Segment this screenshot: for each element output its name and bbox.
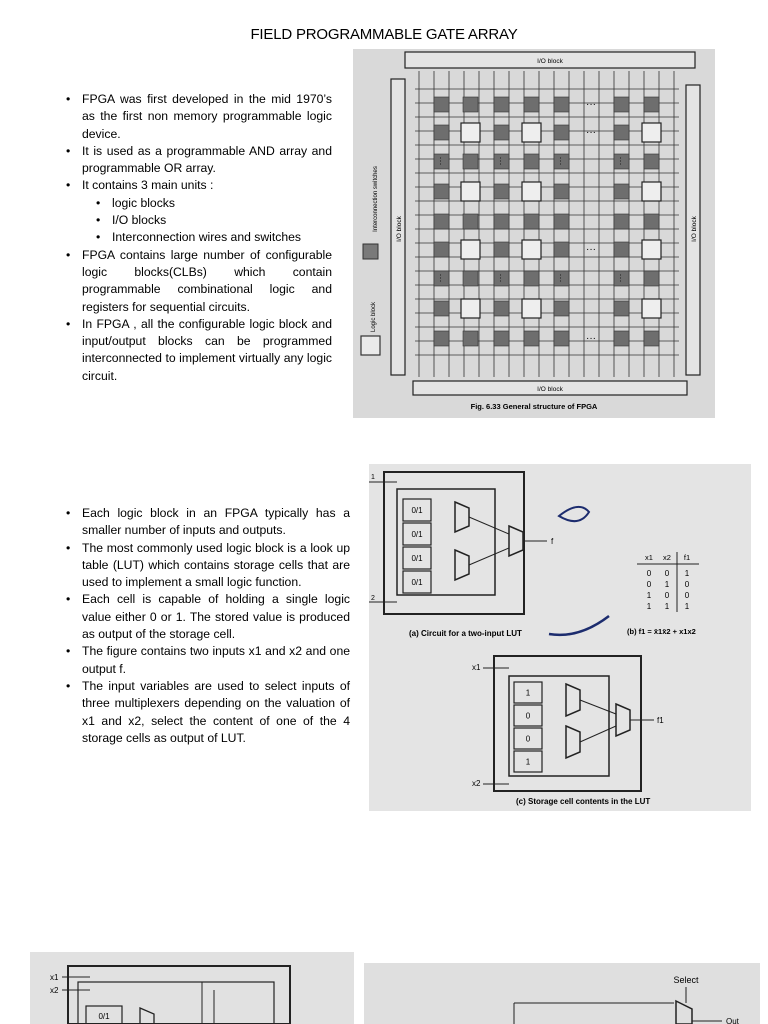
interconnection-switch — [494, 242, 509, 257]
legend-logic-label: Logic block — [371, 301, 377, 333]
storage-cell-value: 1 — [525, 688, 531, 698]
truth-table-cell: 0 — [646, 569, 652, 578]
list-item: • Each cell is capable of holding a single logic value either 0 or 1. The stored value is produced as output of the storage cell. — [64, 591, 350, 643]
interconnection-switch — [644, 97, 659, 112]
interconnection-switch — [524, 97, 539, 112]
logic-block — [461, 182, 480, 201]
fig1-caption: Fig. 6.33 General structure of FPGA — [470, 402, 598, 411]
storage-cell-value: 0 — [525, 734, 531, 744]
lut-description-list — [64, 505, 350, 747]
sub-list-item: • logic blocks — [94, 195, 332, 212]
io-block-right-label: I/O block — [691, 216, 698, 242]
storage-cell-value: 0 — [525, 711, 531, 721]
x1-label: x1 — [50, 973, 59, 982]
interconnection-switch — [554, 125, 569, 140]
ellipsis-vertical: ··· — [556, 273, 566, 283]
interconnection-switch — [614, 242, 629, 257]
list-item: • Each logic block in an FPGA typically has a smaller number of inputs and outputs. — [64, 505, 350, 540]
logic-block — [642, 299, 661, 318]
interconnection-switch — [494, 301, 509, 316]
fpga-structure-figure — [353, 49, 715, 418]
truth-table-header: f1 — [683, 553, 691, 562]
units-sublist — [82, 195, 332, 247]
x2-label: x2 — [472, 779, 481, 788]
interconnection-switch — [494, 125, 509, 140]
ellipsis-vertical: ··· — [616, 273, 626, 283]
logic-block — [642, 182, 661, 201]
interconnection-switch — [554, 214, 569, 229]
fpga-structure-diagram — [353, 49, 715, 418]
interconnection-switch — [554, 184, 569, 199]
truth-table-cell: 0 — [664, 569, 670, 578]
storage-cell-value: 1 — [525, 757, 531, 767]
logic-block — [461, 123, 480, 142]
list-item: • FPGA was first developed in the mid 1970’s as the first non memory programmable logic device. — [64, 91, 332, 143]
interconnection-switch — [614, 97, 629, 112]
logic-block — [522, 299, 541, 318]
caption-c: (c) Storage cell contents in the LUT — [516, 797, 651, 806]
list-item-text: It contains 3 main units : — [82, 178, 214, 193]
interconnection-switch — [463, 271, 478, 286]
interconnection-switch — [554, 242, 569, 257]
interconnection-switch — [644, 271, 659, 286]
interconnection-switch — [524, 154, 539, 169]
interconnection-switch — [434, 301, 449, 316]
logic-block — [461, 299, 480, 318]
interconnection-switch — [494, 331, 509, 346]
interconnection-switch — [463, 214, 478, 229]
io-block-left-label: I/O block — [396, 216, 403, 242]
interconnection-switch — [524, 214, 539, 229]
ellipsis-vertical: ··· — [556, 156, 566, 166]
interconnection-switch — [463, 154, 478, 169]
x2-label: x2 — [50, 986, 59, 995]
truth-table-cell: 1 — [664, 602, 670, 611]
list-item: • FPGA contains large number of configurable logic blocks(CLBs) which contain programmable combinational logic and registers for sequential circuits. — [64, 247, 332, 316]
ellipsis-vertical: ··· — [436, 156, 446, 166]
ellipsis-vertical: ··· — [436, 273, 446, 283]
interconnection-switch — [614, 214, 629, 229]
interconnection-switch — [494, 97, 509, 112]
logic-block — [642, 240, 661, 259]
truth-table-header: x2 — [663, 553, 671, 562]
interconnection-switch — [554, 301, 569, 316]
logic-block — [642, 123, 661, 142]
truth-table-cell: 1 — [646, 591, 652, 600]
interconnection-switch — [644, 331, 659, 346]
lut-diagram — [369, 464, 751, 811]
ellipsis-horizontal: ··· — [586, 99, 596, 110]
truth-table-cell: 1 — [664, 580, 670, 589]
interconnection-switch — [434, 214, 449, 229]
io-block-bottom-label: I/O block — [537, 386, 563, 393]
truth-table-cell: 0 — [684, 580, 690, 589]
output-f-label: f — [551, 537, 554, 546]
ellipsis-horizontal: ··· — [586, 333, 596, 344]
list-item: • In FPGA , all the configurable logic block and input/output blocks can be programmed interconnected to implement virtually any logic circuit. — [64, 316, 332, 385]
list-item: • The figure contains two inputs x1 and x2 and one output f. — [64, 643, 350, 678]
truth-table-cell: 1 — [684, 602, 690, 611]
truth-table-cell: 1 — [684, 569, 690, 578]
ellipsis-vertical: ··· — [496, 273, 506, 283]
interconnection-switch — [524, 271, 539, 286]
storage-cell-value: 0/1 — [411, 554, 423, 563]
logic-block — [522, 182, 541, 201]
legend-switch-label: Interconnection switches — [373, 166, 379, 232]
interconnection-switch — [434, 184, 449, 199]
truth-table-cell: 0 — [664, 591, 670, 600]
output-f1-label: f1 — [657, 716, 664, 725]
sub-list-item: • Interconnection wires and switches — [94, 229, 332, 246]
cell-label: 0/1 — [98, 1012, 110, 1021]
interconnection-switch — [554, 331, 569, 346]
select-label: Select — [673, 975, 699, 985]
interconnection-switch — [644, 154, 659, 169]
sub-list-item: • I/O blocks — [94, 212, 332, 229]
page-title: FIELD PROGRAMMABLE GATE ARRAY — [250, 26, 518, 43]
logic-block — [522, 123, 541, 142]
logic-block — [522, 240, 541, 259]
lut-figure — [369, 464, 751, 811]
storage-cell-value: 0/1 — [411, 578, 423, 587]
interconnection-switch — [554, 97, 569, 112]
interconnection-switch — [614, 301, 629, 316]
interconnection-switch — [434, 331, 449, 346]
interconnection-switch — [494, 214, 509, 229]
interconnection-switch — [463, 97, 478, 112]
list-item — [64, 177, 332, 246]
ellipsis-vertical: ··· — [616, 156, 626, 166]
interconnection-switch — [614, 125, 629, 140]
logic-block — [461, 240, 480, 259]
interconnection-switch — [434, 242, 449, 257]
list-item: • The input variables are used to select inputs of three multiplexers depending on the valuation of x1 and x2, select the content of one of the 4 storage cells as output of LUT. — [64, 678, 350, 747]
interconnection-switch — [644, 214, 659, 229]
ellipsis-horizontal: ··· — [586, 127, 596, 138]
out-label: Out — [726, 1017, 739, 1024]
truth-table-cell: 0 — [646, 580, 652, 589]
list-item: • The most commonly used logic block is a look up table (LUT) which contains storage cells that are used to implement a small logic function. — [64, 540, 350, 592]
storage-cell-value: 0/1 — [411, 530, 423, 539]
truth-table-header: x1 — [645, 553, 653, 562]
fpga-intro-list — [64, 91, 332, 385]
lut-partial-diagram — [30, 952, 354, 1024]
legend-logic-swatch — [361, 336, 380, 355]
interconnection-switch — [614, 184, 629, 199]
io-block-top-label: I/O block — [537, 58, 563, 65]
input-2-label: 2 — [371, 595, 375, 602]
truth-table-cell: 0 — [684, 591, 690, 600]
storage-cell-value: 0/1 — [411, 506, 423, 515]
interconnection-switch — [494, 184, 509, 199]
interconnection-switch — [463, 331, 478, 346]
lut-partial-figure — [30, 952, 354, 1024]
interconnection-switch — [434, 97, 449, 112]
truth-table-cell: 1 — [646, 602, 652, 611]
interconnection-switch — [614, 331, 629, 346]
mux-diagram — [364, 963, 760, 1024]
mux-figure — [364, 963, 760, 1024]
interconnection-switch — [434, 125, 449, 140]
list-item: • It is used as a programmable AND array and programmable OR array. — [64, 143, 332, 178]
ellipsis-vertical: ··· — [496, 156, 506, 166]
interconnection-switch — [524, 331, 539, 346]
caption-b: (b) f1 = x̄1x̄2 + x1x2 — [627, 627, 696, 636]
legend-switch-swatch — [363, 244, 378, 259]
input-1-label: 1 — [371, 474, 375, 481]
x1-label: x1 — [472, 663, 481, 672]
caption-a: (a) Circuit for a two-input LUT — [409, 629, 522, 638]
ellipsis-horizontal: ··· — [586, 244, 596, 255]
